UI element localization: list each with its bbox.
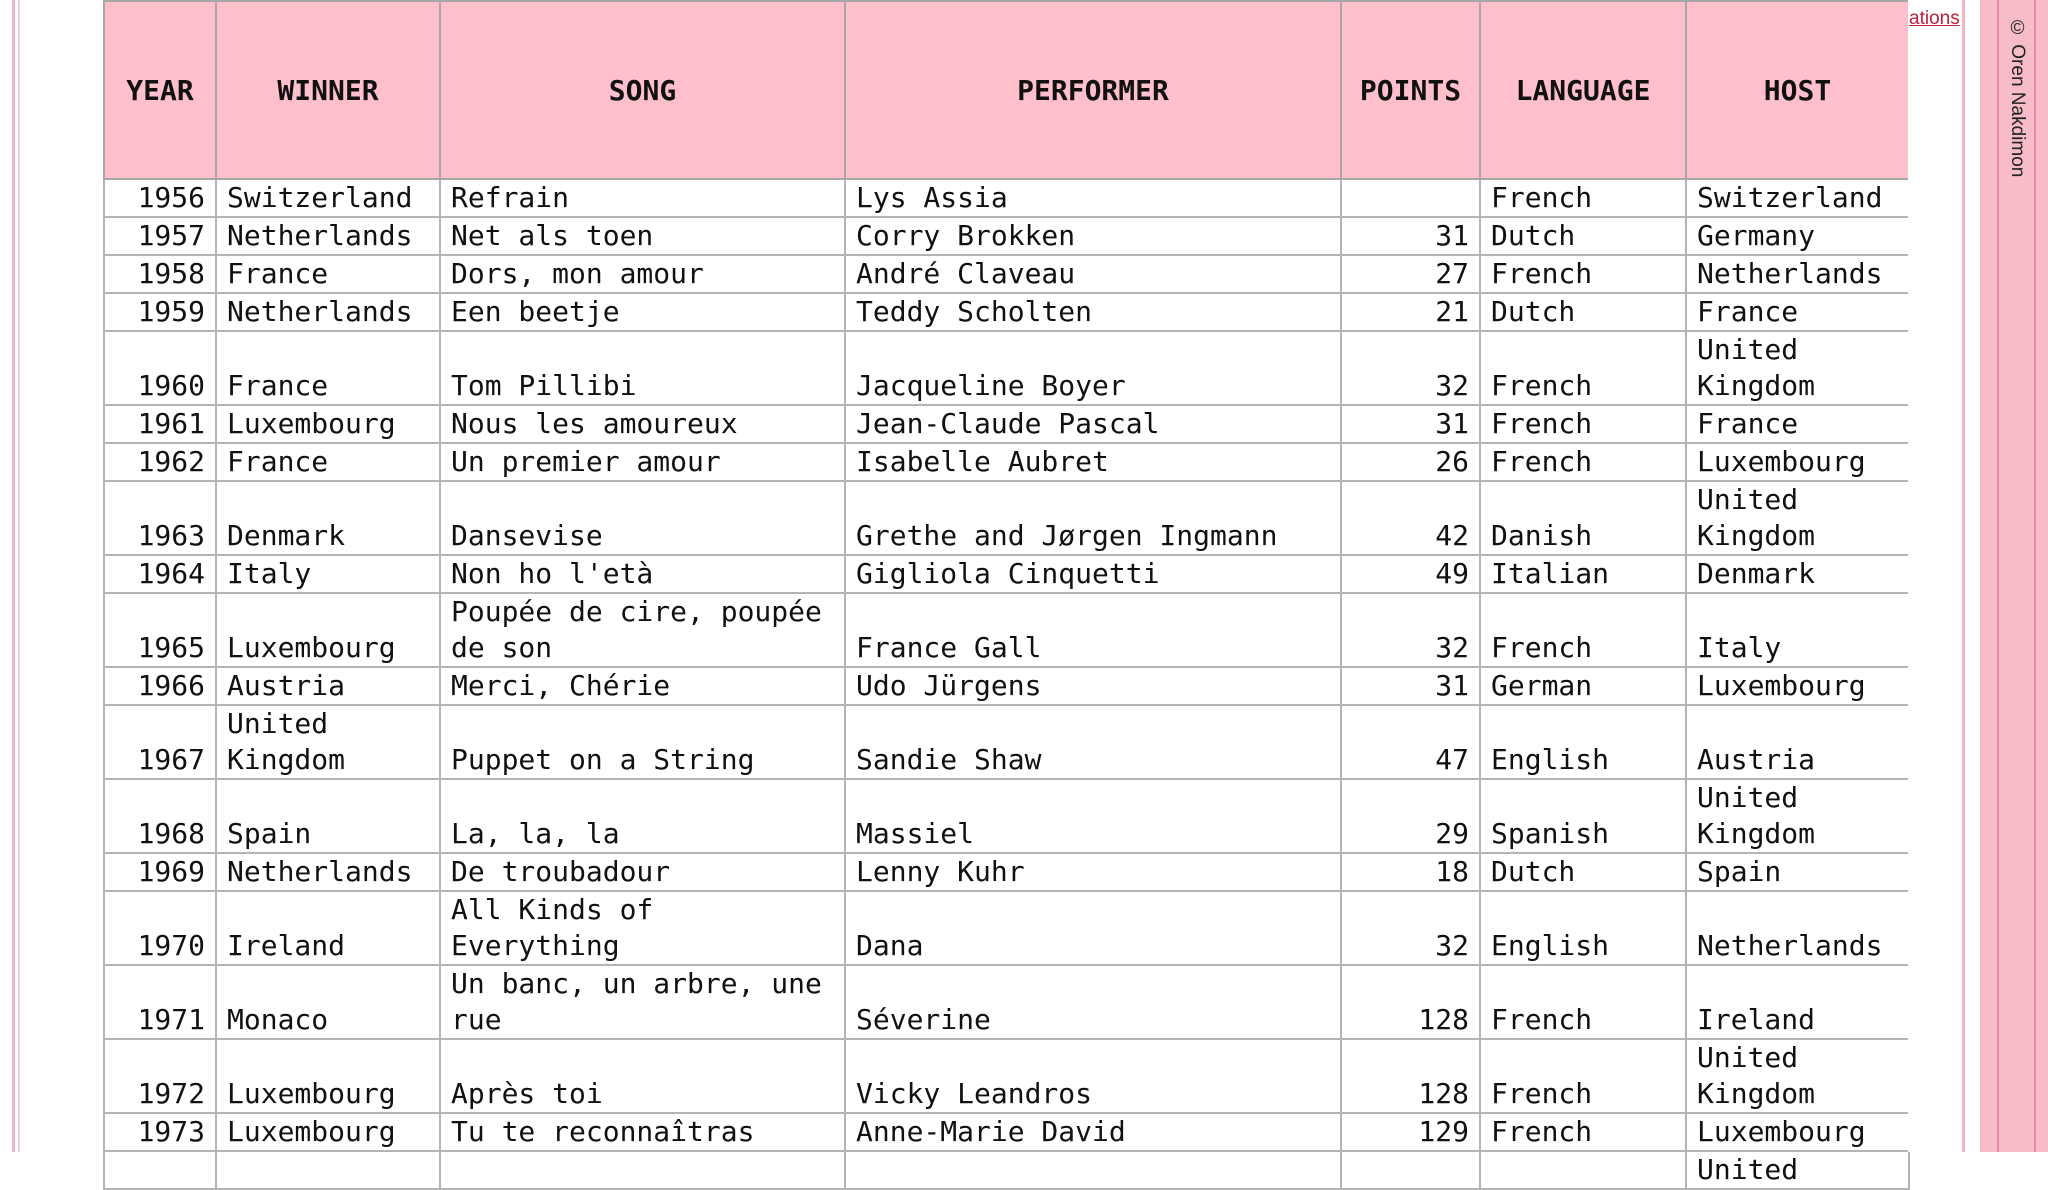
navigation-link[interactable]: ations — [1909, 8, 1960, 29]
cell-year: 1957 — [104, 217, 216, 255]
cell-winner: Italy — [216, 555, 440, 593]
cell-performer: Gigliola Cinquetti — [845, 555, 1341, 593]
strip-line-left — [1997, 0, 1999, 1152]
cell-points: 27 — [1341, 255, 1480, 293]
cell-winner: Spain — [216, 779, 440, 853]
column-header-language[interactable]: LANGUAGE — [1480, 1, 1686, 179]
cell-winner: Austria — [216, 667, 440, 705]
cell-year: 1973 — [104, 1113, 216, 1151]
cell-song: All Kinds of Everything — [440, 891, 845, 965]
cell-year: 1967 — [104, 705, 216, 779]
cell-points: 128 — [1341, 1039, 1480, 1113]
cell-winner: France — [216, 443, 440, 481]
cell-song: Poupée de cire, poupée de son — [440, 593, 845, 667]
cell-song: Een beetje — [440, 293, 845, 331]
cell-language: Italian — [1480, 555, 1686, 593]
cell-year: 1965 — [104, 593, 216, 667]
cell-winner: United Kingdom — [216, 705, 440, 779]
cell-song: Merci, Chérie — [440, 667, 845, 705]
eurovision-winners-table-container[interactable] — [103, 0, 1908, 1186]
strip-line-right — [2034, 0, 2036, 1152]
cell-winner: Netherlands — [216, 853, 440, 891]
cell-points: 49 — [1341, 555, 1480, 593]
cell-points: 32 — [1341, 331, 1480, 405]
table-row — [104, 965, 1909, 1039]
column-header-points[interactable]: POINTS — [1341, 1, 1480, 179]
cell-language: French — [1480, 255, 1686, 293]
table-row — [104, 593, 1909, 667]
cell-year: 1961 — [104, 405, 216, 443]
cell-year: 1963 — [104, 481, 216, 555]
cell-song: Puppet on a String — [440, 705, 845, 779]
cell-winner: Switzerland — [216, 179, 440, 217]
table-row — [104, 891, 1909, 965]
cell-points: 47 — [1341, 705, 1480, 779]
cell-language: Dutch — [1480, 293, 1686, 331]
cell-performer: Udo Jürgens — [845, 667, 1341, 705]
cell-winner: Luxembourg — [216, 1113, 440, 1151]
table-row — [104, 255, 1909, 293]
cell-language: French — [1480, 1113, 1686, 1151]
cell-language: Dutch — [1480, 217, 1686, 255]
cell-winner: France — [216, 255, 440, 293]
cell-performer: Corry Brokken — [845, 217, 1341, 255]
cell-performer: Teddy Scholten — [845, 293, 1341, 331]
cell-performer: Jean-Claude Pascal — [845, 405, 1341, 443]
cell-host: Spain — [1686, 853, 1909, 891]
cell-host: Ireland — [1686, 965, 1909, 1039]
cell-performer: André Claveau — [845, 255, 1341, 293]
cell-language: English — [1480, 705, 1686, 779]
cell-language: French — [1480, 965, 1686, 1039]
cell-host: France — [1686, 405, 1909, 443]
cell-song: Nous les amoureux — [440, 405, 845, 443]
cell-performer — [845, 1151, 1341, 1189]
cell-year — [104, 1151, 216, 1189]
column-header-year[interactable]: YEAR — [104, 1, 216, 179]
cell-language: French — [1480, 405, 1686, 443]
cell-host: United — [1686, 1151, 1909, 1189]
table-body — [104, 179, 1909, 1189]
cell-host: Luxembourg — [1686, 1113, 1909, 1151]
cell-host: Denmark — [1686, 555, 1909, 593]
cell-points: 31 — [1341, 667, 1480, 705]
cell-song: Dansevise — [440, 481, 845, 555]
table-row — [104, 293, 1909, 331]
table-row — [104, 443, 1909, 481]
cell-winner — [216, 1151, 440, 1189]
cell-year: 1972 — [104, 1039, 216, 1113]
cell-language: French — [1480, 1039, 1686, 1113]
cell-year: 1970 — [104, 891, 216, 965]
cell-language: French — [1480, 331, 1686, 405]
cell-song: Après toi — [440, 1039, 845, 1113]
cell-winner: France — [216, 331, 440, 405]
cell-performer: Séverine — [845, 965, 1341, 1039]
table-row — [104, 331, 1909, 405]
cell-language: Dutch — [1480, 853, 1686, 891]
cell-performer: Lenny Kuhr — [845, 853, 1341, 891]
cell-year: 1958 — [104, 255, 216, 293]
cell-performer: Massiel — [845, 779, 1341, 853]
cell-song: Refrain — [440, 179, 845, 217]
cell-language — [1480, 1151, 1686, 1189]
cell-year: 1971 — [104, 965, 216, 1039]
cell-year: 1956 — [104, 179, 216, 217]
cell-language: French — [1480, 179, 1686, 217]
copyright-credit: © Oren Nakdimon — [2007, 18, 2028, 178]
column-header-song[interactable]: SONG — [440, 1, 845, 179]
cell-points: 128 — [1341, 965, 1480, 1039]
table-row — [104, 779, 1909, 853]
cell-winner: Netherlands — [216, 293, 440, 331]
cell-year: 1966 — [104, 667, 216, 705]
cell-year: 1964 — [104, 555, 216, 593]
cell-performer: Lys Assia — [845, 179, 1341, 217]
cell-performer: Jacqueline Boyer — [845, 331, 1341, 405]
cell-winner: Monaco — [216, 965, 440, 1039]
cell-year: 1969 — [104, 853, 216, 891]
cell-song: La, la, la — [440, 779, 845, 853]
eurovision-winners-table — [103, 0, 1910, 1190]
table-row — [104, 705, 1909, 779]
cell-points: 32 — [1341, 891, 1480, 965]
cell-language: French — [1480, 593, 1686, 667]
cell-points: 21 — [1341, 293, 1480, 331]
column-header-performer[interactable]: PERFORMER — [845, 1, 1341, 179]
cell-year: 1968 — [104, 779, 216, 853]
cell-performer: Grethe and Jørgen Ingmann — [845, 481, 1341, 555]
cell-performer: Anne-Marie David — [845, 1113, 1341, 1151]
cell-song — [440, 1151, 845, 1189]
cell-host: Netherlands — [1686, 891, 1909, 965]
table-row — [104, 667, 1909, 705]
table-row — [104, 179, 1909, 217]
cell-points: 32 — [1341, 593, 1480, 667]
table-row — [104, 481, 1909, 555]
cell-language: Danish — [1480, 481, 1686, 555]
cell-language: French — [1480, 443, 1686, 481]
cell-song: Non ho l'età — [440, 555, 845, 593]
table-row — [104, 1151, 1909, 1189]
cell-performer: Isabelle Aubret — [845, 443, 1341, 481]
cell-host: Netherlands — [1686, 255, 1909, 293]
cell-host: Luxembourg — [1686, 443, 1909, 481]
cell-points: 29 — [1341, 779, 1480, 853]
cell-song: Tu te reconnaîtras — [440, 1113, 845, 1151]
cell-song: Tom Pillibi — [440, 331, 845, 405]
cell-language: Spanish — [1480, 779, 1686, 853]
cell-song: Dors, mon amour — [440, 255, 845, 293]
table-header-row — [104, 1, 1909, 179]
cell-host: Switzerland — [1686, 179, 1909, 217]
cell-performer: France Gall — [845, 593, 1341, 667]
table-row — [104, 1113, 1909, 1151]
cell-points: 31 — [1341, 405, 1480, 443]
cell-winner: Luxembourg — [216, 593, 440, 667]
left-border-line-inner — [18, 0, 20, 1152]
cell-host: Italy — [1686, 593, 1909, 667]
cell-points: 26 — [1341, 443, 1480, 481]
left-page-border — [0, 0, 24, 1152]
cell-winner: Ireland — [216, 891, 440, 965]
table-row — [104, 217, 1909, 255]
cell-performer: Vicky Leandros — [845, 1039, 1341, 1113]
cell-song: Net als toen — [440, 217, 845, 255]
cell-host: France — [1686, 293, 1909, 331]
cell-year: 1959 — [104, 293, 216, 331]
cell-performer: Dana — [845, 891, 1341, 965]
table-row — [104, 1039, 1909, 1113]
left-border-line — [12, 0, 15, 1152]
column-header-winner[interactable]: WINNER — [216, 1, 440, 179]
cell-host: Luxembourg — [1686, 667, 1909, 705]
cell-host: United Kingdom — [1686, 1039, 1909, 1113]
cell-performer: Sandie Shaw — [845, 705, 1341, 779]
cell-song: Un premier amour — [440, 443, 845, 481]
cell-points: 42 — [1341, 481, 1480, 555]
cell-winner: Luxembourg — [216, 1039, 440, 1113]
cell-winner: Luxembourg — [216, 405, 440, 443]
table-row — [104, 405, 1909, 443]
cell-year: 1962 — [104, 443, 216, 481]
cell-host: Germany — [1686, 217, 1909, 255]
cell-year: 1960 — [104, 331, 216, 405]
cell-host: United Kingdom — [1686, 481, 1909, 555]
cell-song: Un banc, un arbre, une rue — [440, 965, 845, 1039]
cell-winner: Denmark — [216, 481, 440, 555]
cell-points — [1341, 179, 1480, 217]
cell-host: Austria — [1686, 705, 1909, 779]
cell-host: United Kingdom — [1686, 331, 1909, 405]
cell-points — [1341, 1151, 1480, 1189]
right-divider-line — [1962, 0, 1965, 1152]
table-row — [104, 853, 1909, 891]
cell-points: 31 — [1341, 217, 1480, 255]
cell-song: De troubadour — [440, 853, 845, 891]
cell-language: English — [1480, 891, 1686, 965]
cell-host: United Kingdom — [1686, 779, 1909, 853]
cell-points: 129 — [1341, 1113, 1480, 1151]
cell-points: 18 — [1341, 853, 1480, 891]
table-row — [104, 555, 1909, 593]
cell-language: German — [1480, 667, 1686, 705]
column-header-host[interactable]: HOST — [1686, 1, 1909, 179]
cell-winner: Netherlands — [216, 217, 440, 255]
